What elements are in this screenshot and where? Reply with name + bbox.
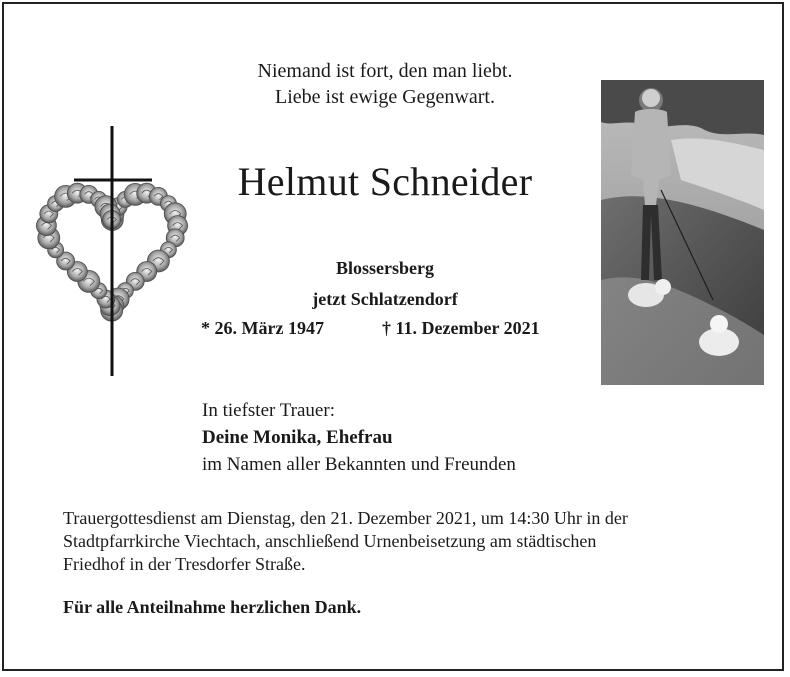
portrait-photo <box>601 80 764 385</box>
service-line-3: Friedhof in der Tresdorfer Straße. <box>63 554 306 574</box>
thanks-line: Für alle Anteilnahme herzlichen Dank. <box>63 597 362 617</box>
place-current: jetzt Schlatzendorf <box>312 289 458 309</box>
cross-with-rose-heart-icon <box>26 124 196 380</box>
service-line-2: Stadtpfarrkirche Viechtach, anschließend Urnenbeisetzung am städtischen <box>63 531 597 551</box>
deceased-name: Helmut Schneider <box>237 159 533 204</box>
death-date: † 11. Dezember 2021 <box>382 318 540 338</box>
birth-date: * 26. März 1947 <box>201 318 324 338</box>
motto-line-2: Liebe ist ewige Gegenwart. <box>275 86 495 108</box>
motto-line-1: Niemand ist fort, den man liebt. <box>257 60 513 82</box>
place-origin: Blossersberg <box>336 258 434 278</box>
mourners-extra: im Namen aller Bekannten und Freunden <box>202 454 516 475</box>
mourners-intro: In tiefster Trauer: <box>202 400 335 421</box>
mourners-names: Deine Monika, Ehefrau <box>202 427 393 448</box>
service-line-1: Trauergottesdienst am Dienstag, den 21. Dezember 2021, um 14:30 Uhr in der <box>63 508 628 528</box>
